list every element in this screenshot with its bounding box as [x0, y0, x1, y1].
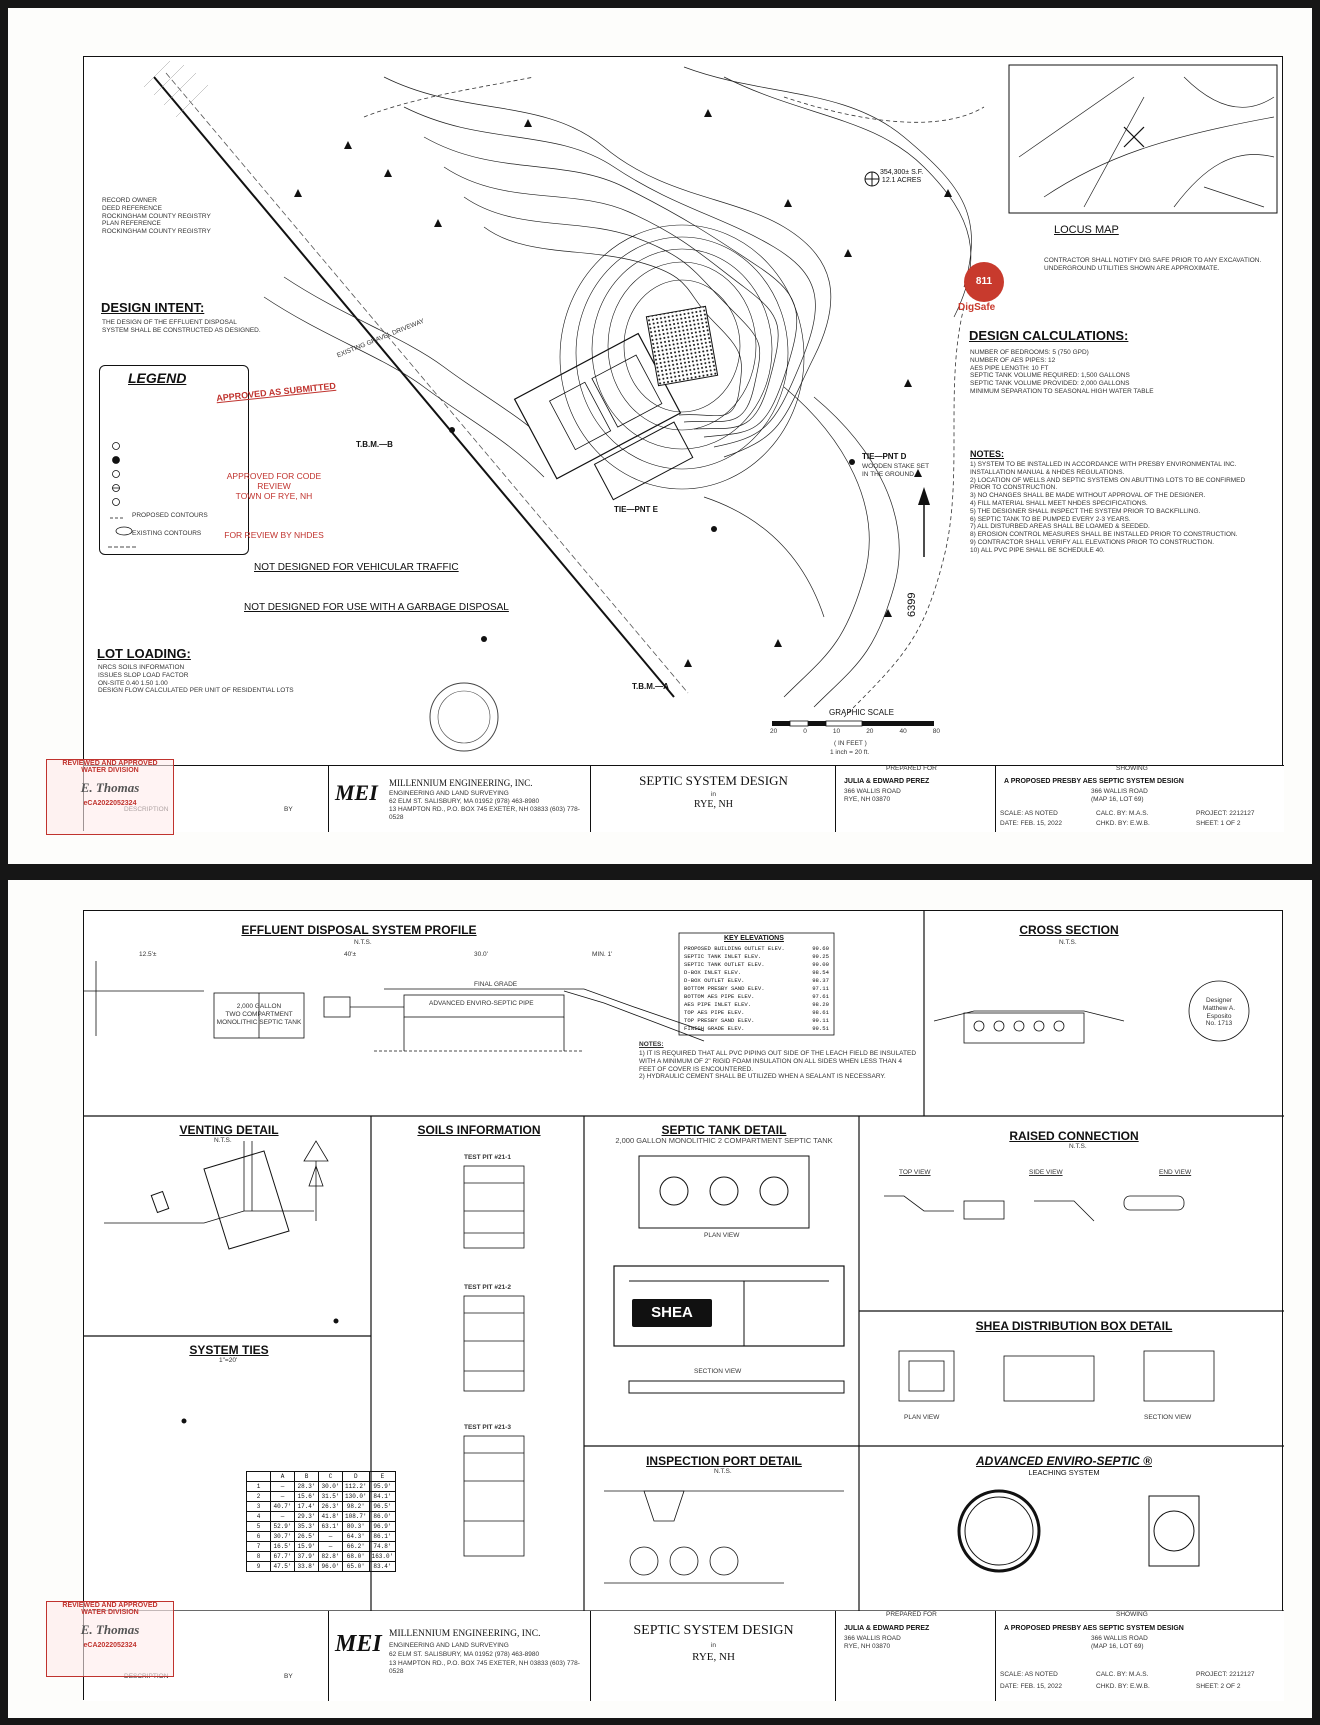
plan-view-label: PLAN VIEW	[704, 1232, 740, 1239]
lot-area-label: 354,300± S.F. 12.1 ACRES	[880, 169, 924, 185]
ties-cell: 130.0'	[343, 1492, 370, 1502]
ties-cell: 98.2'	[343, 1502, 370, 1512]
ties-cell: 26.5'	[295, 1532, 319, 1542]
ties-cell: E	[369, 1472, 396, 1482]
key-elevation-row	[684, 1001, 829, 1009]
ties-cell: 83.4'	[369, 1562, 396, 1572]
lot-loading-text: NRCS SOILS INFORMATION ISSUES SLOP LOAD FACTOR ON-SITE 0.40 1.50 1.00 DESIGN FLOW CALCULATED PER UNIT OF RESIDENTIAL LOTS	[98, 664, 294, 695]
ties-cell: —	[271, 1492, 295, 1502]
project-town-2: RYE, NH	[692, 1651, 735, 1663]
date-text-2: DATE: FEB. 15, 2022	[1000, 1683, 1063, 1690]
key-elevation-value: 98.20	[812, 1001, 829, 1008]
key-elevation-row	[684, 953, 829, 961]
ties-cell: 5	[247, 1522, 271, 1532]
ties-cell: 47.5'	[271, 1562, 295, 1572]
aes-subtitle: LEACHING SYSTEM	[1028, 1468, 1100, 1477]
scale-tick: 0	[803, 728, 807, 735]
ties-cell: 28.3'	[295, 1482, 319, 1492]
project-in: in	[710, 791, 717, 798]
key-elevation-label: D-BOX OUTLET ELEV.	[684, 977, 745, 984]
design-calcs-text: NUMBER OF BEDROOMS: 5 (750 GPD) NUMBER OF AES PIPES: 12 AES PIPE LENGTH: 10 FT SEPTIC TANK VOLUME REQUIRED: 1,500 GALLONS SEPTIC TANK VOLUME PROVIDED: 2,000 GALLONS MINIMUM SEPARATION TO SEASONAL HIGH WATER TABLE	[970, 349, 1154, 395]
system-ties-scale: 1"=20'	[219, 1357, 238, 1364]
key-elevation-row	[684, 969, 829, 977]
scale-text: SCALE: AS NOTED	[1000, 810, 1058, 817]
key-elevation-label: AES PIPE INLET ELEV.	[684, 1001, 752, 1008]
ties-cell: 26.3'	[319, 1502, 343, 1512]
ties-cell: 96.9'	[369, 1522, 396, 1532]
project-no: PROJECT: 2212127	[1196, 810, 1255, 817]
title-block-1	[84, 765, 1284, 832]
cross-section-title: CROSS SECTION	[1019, 923, 1119, 937]
project-in-2: in	[710, 1642, 717, 1649]
ties-cell: —	[319, 1542, 343, 1552]
key-elevation-label: TOP AES PIPE ELEV.	[684, 1009, 745, 1016]
key-elevation-row	[684, 1017, 829, 1025]
key-elevation-label: TOP PRESBY SAND ELEV.	[684, 1017, 755, 1024]
scale-ticks	[770, 728, 940, 736]
firm-block-2	[329, 1611, 591, 1701]
locus-map-title: LOCUS MAP	[1054, 224, 1119, 236]
side-view-label: SIDE VIEW	[1029, 1169, 1063, 1176]
test-pit-3: TEST PIT #21-3	[464, 1424, 511, 1431]
ties-cell: 82.8'	[319, 1552, 343, 1562]
ties-cell: 16.5'	[271, 1542, 295, 1552]
key-elevations-list	[684, 945, 829, 1033]
sheet-1	[8, 8, 1312, 864]
ties-row	[247, 1522, 396, 1532]
ties-cell: A	[271, 1472, 295, 1482]
showing-label: SHOWING	[1116, 765, 1148, 772]
designer-label: Designer	[1205, 997, 1232, 1004]
revision-by: BY	[284, 806, 293, 813]
project-block-2	[591, 1611, 836, 1701]
digsafe-number: 811	[975, 276, 993, 287]
ties-cell: D	[343, 1472, 370, 1482]
key-elevation-row	[684, 945, 829, 953]
key-elevation-value: 98.37	[812, 977, 829, 984]
mei-logo-2: MEI	[335, 1631, 382, 1657]
owner-name-2: JULIA & EDWARD PEREZ	[844, 1625, 930, 1632]
sheet-no-2: SHEET: 2 OF 2	[1196, 1683, 1241, 1690]
section-view-label: SECTION VIEW	[694, 1368, 742, 1375]
inspection-port-title: INSPECTION PORT DETAIL	[646, 1454, 802, 1468]
ties-cell: 64.3'	[343, 1532, 370, 1542]
ties-cell: 30.0'	[319, 1482, 343, 1492]
not-garbage-note: NOT DESIGNED FOR USE WITH A GARBAGE DISPOSAL	[244, 602, 509, 613]
key-elevation-row	[684, 977, 829, 985]
reviewed-stamp-2	[46, 1601, 174, 1677]
ties-row	[247, 1512, 396, 1522]
ties-cell: 74.8'	[369, 1542, 396, 1552]
prepared-for-label: PREPARED FOR	[886, 765, 937, 772]
ties-cell: 68.0'	[343, 1552, 370, 1562]
water-division-text: WATER DIVISION	[81, 767, 139, 774]
record-owner-block: RECORD OWNER DEED REFERENCE ROCKINGHAM COUNTY REGISTRY PLAN REFERENCE ROCKINGHAM COUNTY REGISTRY	[102, 197, 211, 236]
reviewed-text: REVIEWED AND APPROVED	[62, 760, 158, 767]
profile-dim-1: 12.5'±	[139, 951, 157, 958]
key-elevation-value: 99.25	[812, 953, 829, 960]
ties-cell: 8	[247, 1552, 271, 1562]
firm-name-2: MILLENNIUM ENGINEERING, INC.	[389, 1629, 541, 1639]
driveway-label: EXISTING GRAVEL DRIVEWAY	[335, 317, 426, 360]
key-elevation-value: 97.61	[812, 993, 829, 1000]
ties-cell: 52.9'	[271, 1522, 295, 1532]
shea-dbox-title: SHEA DISTRIBUTION BOX DETAIL	[975, 1319, 1173, 1333]
owner-city: RYE, NH 03870	[844, 796, 891, 803]
final-grade-label: FINAL GRADE	[474, 981, 518, 988]
firm-addr-2: 13 HAMPTON RD., P.O. BOX 745 EXETER, NH 03833 (603) 778-0528	[389, 806, 580, 821]
revision-by-2: BY	[284, 1673, 293, 1680]
showing-addr-2: 366 WALLIS ROAD	[1091, 1635, 1148, 1642]
ties-cell: 15.6'	[295, 1492, 319, 1502]
key-elevations-title: KEY ELEVATIONS	[724, 935, 784, 942]
firm-sub: ENGINEERING AND LAND SURVEYING	[389, 790, 509, 797]
key-elevation-row	[684, 961, 829, 969]
key-elevation-label: SEPTIC TANK INLET ELEV.	[684, 953, 762, 960]
system-ties-table	[246, 1471, 396, 1572]
project-block	[591, 766, 836, 832]
scale-ratio: 1 inch = 20 ft.	[830, 749, 870, 756]
reviewed-stamp-1	[46, 759, 174, 835]
town-stamp-text: TOWN OF RYE, NH	[235, 490, 313, 501]
ties-row	[247, 1532, 396, 1542]
ties-cell: 9	[247, 1562, 271, 1572]
aes-title: ADVANCED ENVIRO-SEPTIC ®	[976, 1454, 1152, 1468]
water-division-text-2: WATER DIVISION	[81, 1609, 139, 1616]
scale-tick: 20	[866, 728, 874, 735]
ties-cell: 6	[247, 1532, 271, 1542]
firm-addr-1-2: 62 ELM ST. SALISBURY, MA 01952 (978) 463-8980	[389, 1651, 540, 1658]
showing-addr: 366 WALLIS ROAD	[1091, 788, 1148, 795]
nhdes-review-text: FOR REVIEW BY NHDES	[224, 530, 324, 541]
key-elevation-value: 99.00	[812, 961, 829, 968]
owner-addr: 366 WALLIS ROAD	[844, 788, 901, 795]
ties-cell: 67.7'	[271, 1552, 295, 1562]
dbox-plan-view: PLAN VIEW	[904, 1414, 940, 1421]
ties-cell: 31.5'	[319, 1492, 343, 1502]
graphic-scale-title: GRAPHIC SCALE	[829, 708, 894, 717]
sheet-2-frame	[62, 910, 1283, 1700]
ties-cell: 41.8'	[319, 1512, 343, 1522]
scale-unit: ( IN FEET )	[834, 740, 867, 747]
ties-row	[247, 1562, 396, 1572]
design-intent-text: THE DESIGN OF THE EFFLUENT DISPOSAL SYSTEM SHALL BE CONSTRUCTED AS DESIGNED.	[102, 319, 261, 334]
key-elevation-label: PROPOSED BUILDING OUTLET ELEV.	[684, 945, 785, 952]
ties-cell: 86.0'	[369, 1512, 396, 1522]
showing-map: (MAP 16, LOT 69)	[1091, 796, 1144, 803]
ties-cell: 95.9'	[369, 1482, 396, 1492]
inspection-nts: N.T.S.	[714, 1468, 732, 1475]
mei-logo: MEI	[335, 780, 378, 805]
profile-dim-3: 30.0'	[474, 951, 488, 958]
sheet-2	[8, 880, 1312, 1718]
ties-cell: 63.1'	[319, 1522, 343, 1532]
scale-tick: 40	[899, 728, 907, 735]
project-title: SEPTIC SYSTEM DESIGN	[639, 773, 788, 788]
shea-logo-text: SHEA	[651, 1304, 693, 1321]
ties-cell: 15.9'	[295, 1542, 319, 1552]
profile-pipe-label: ADVANCED ENVIRO-SEPTIC PIPE	[429, 1000, 534, 1007]
code-review-stamp	[219, 472, 329, 541]
firm-name: MILLENNIUM ENGINEERING, INC.	[389, 778, 533, 788]
signature-2: E. Thomas	[80, 1622, 140, 1637]
digsafe-note: CONTRACTOR SHALL NOTIFY DIG SAFE PRIOR TO ANY EXCAVATION. UNDERGROUND UTILITIES SHOWN ARE APPROXIMATE.	[1044, 257, 1262, 272]
designer-name: Matthew A. Esposito	[1202, 1004, 1236, 1020]
approved-stamp: APPROVED AS SUBMITTED	[215, 380, 337, 404]
prepared-for-block-2	[836, 1611, 996, 1701]
tbm-a-label: T.B.M.—A	[632, 682, 669, 691]
septic-tank-subtitle: 2,000 GALLON MONOLITHIC 2 COMPARTMENT SEPTIC TANK	[615, 1136, 833, 1145]
calc-by: CALC. BY: M.A.S.	[1096, 810, 1149, 817]
septic-tank-title: SEPTIC TANK DETAIL	[661, 1123, 787, 1137]
reviewed-text-2: REVIEWED AND APPROVED	[62, 1602, 158, 1609]
ties-cell: 1	[247, 1482, 271, 1492]
ties-cell: 86.1'	[369, 1532, 396, 1542]
ties-cell: C	[319, 1472, 343, 1482]
ties-cell: B	[295, 1472, 319, 1482]
scale-tick: 10	[832, 728, 841, 735]
ties-row	[247, 1492, 396, 1502]
showing-label-2: SHOWING	[1116, 1611, 1148, 1618]
sheet-no: SHEET: 1 OF 2	[1196, 820, 1241, 827]
firm-block	[329, 766, 591, 832]
key-elevation-row	[684, 993, 829, 1001]
ties-cell: —	[271, 1512, 295, 1522]
ties-row	[247, 1542, 396, 1552]
profile-tank-label: 2,000 GALLON TWO COMPARTMENT MONOLITHIC SEPTIC TANK	[216, 1003, 302, 1026]
owner-addr-2: 366 WALLIS ROAD	[844, 1635, 901, 1642]
test-pit-2: TEST PIT #21-2	[464, 1284, 511, 1291]
ties-row	[247, 1482, 396, 1492]
key-elevation-row	[684, 1025, 829, 1033]
key-elevation-value: 99.11	[812, 1017, 829, 1024]
chkd-by: CHKD. BY: E.W.B.	[1096, 820, 1150, 827]
prepared-for-label-2: PREPARED FOR	[886, 1611, 937, 1618]
signature-1: E. Thomas	[80, 780, 140, 795]
key-elevation-label: FINISH GRADE ELEV.	[684, 1025, 745, 1032]
ties-cell: 66.2'	[343, 1542, 370, 1552]
project-no-2: PROJECT: 2212127	[1196, 1671, 1255, 1678]
cross-section-nts: N.T.S.	[1059, 939, 1077, 946]
prepared-for-block	[836, 766, 996, 832]
key-elevation-label: BOTTOM PRESBY SAND ELEV.	[684, 985, 765, 992]
profile-notes-text: 1) IT IS REQUIRED THAT ALL PVC PIPING OUT SIDE OF THE LEACH FIELD BE INSULATED WITH A MINIMUM OF 2" RIGID FOAM INSULATION ON ALL SIDES WHEN LESS THAN 4 FEET OF COVER IS ENCOUNTERED. 2) HYDRAULIC CEMENT SHALL BE UTILIZED WHEN A SEALANT IS NECESSARY.	[639, 1050, 917, 1081]
ties-cell: 96.0'	[319, 1562, 343, 1572]
ties-cell: 37.9'	[295, 1552, 319, 1562]
ties-cell: 4	[247, 1512, 271, 1522]
notes-text: 1) SYSTEM TO BE INSTALLED IN ACCORDANCE WITH PRESBY ENVIRONMENTAL INC. INSTALLATION MANUAL & NHDES REGULATIONS. 2) LOCATION OF WELLS AND SEPTIC SYSTEMS ON ABUTTING LOTS TO BE CONFIRMED PRIOR TO CONSTRUCTION. 3) NO CHANGES SHALL BE MADE WITHOUT APPROVAL OF THE DESIGNER. 4) FILL MATERIAL SHALL MEET NHDES SPECIFICATIONS. 5) THE DESIGNER SHALL INSPECT THE SYSTEM PRIOR TO BACKFILLING. 6) SEPTIC TANK TO BE PUMPED EVERY 2-3 YEARS. 7) ALL DISTURBED AREAS SHALL BE LOAMED & SEEDED. 8) EROSION CONTROL MEASURES SHALL BE INSTALLED PRIOR TO CONSTRUCTION. 9) CONTRACTOR SHALL VERIFY ALL ELEVATIONS PRIOR TO CONSTRUCTION. 10) ALL PVC PIPE SHALL BE SCHEDULE 40.	[970, 461, 1246, 554]
tie-pnt-d-label: TIE—PNT D	[862, 452, 907, 461]
ties-cell: 3	[247, 1502, 271, 1512]
side-label: 6399	[906, 592, 918, 617]
eform-id: eCA2022052324	[83, 800, 137, 807]
profile-nts: N.T.S.	[354, 939, 372, 946]
scale-tick: 20	[770, 728, 778, 735]
key-elevation-value: 98.61	[812, 1009, 829, 1016]
ties-cell: 7	[247, 1542, 271, 1552]
title-block-2	[84, 1611, 1284, 1701]
owner-city-2: RYE, NH 03870	[844, 1643, 891, 1650]
chkd-by-2: CHKD. BY: E.W.B.	[1096, 1683, 1150, 1690]
showing-map-2: (MAP 16, LOT 69)	[1091, 1643, 1144, 1650]
tbm-b-label: T.B.M.—B	[356, 440, 393, 449]
showing-text-2: A PROPOSED PRESBY AES SEPTIC SYSTEM DESIGN	[1004, 1625, 1184, 1632]
ties-cell: —	[271, 1482, 295, 1492]
top-view-label: TOP VIEW	[899, 1169, 931, 1176]
designer-seal	[1193, 997, 1245, 1028]
ties-cell: 108.7'	[343, 1512, 370, 1522]
key-elevation-value: 98.54	[812, 969, 829, 976]
ties-cell: 96.5'	[369, 1502, 396, 1512]
code-review-text: APPROVED FOR CODE REVIEW	[226, 471, 322, 491]
test-pit-1: TEST PIT #21-1	[464, 1154, 511, 1161]
profile-title: EFFLUENT DISPOSAL SYSTEM PROFILE	[241, 923, 477, 937]
key-elevation-label: BOTTOM AES PIPE ELEV.	[684, 993, 755, 1000]
designer-no: No. 1713	[1205, 1020, 1233, 1028]
ties-cell: —	[319, 1532, 343, 1542]
ties-header-row	[247, 1472, 396, 1482]
eform-id-2: eCA2022052324	[83, 1642, 137, 1649]
ties-cell: 84.1'	[369, 1492, 396, 1502]
ties-cell	[247, 1472, 271, 1482]
system-ties-title: SYSTEM TIES	[189, 1343, 269, 1357]
sheet-1-frame	[62, 56, 1283, 831]
key-elevation-value: 99.60	[812, 945, 829, 952]
showing-block	[996, 766, 1284, 832]
raised-connection-nts: N.T.S.	[1069, 1143, 1087, 1150]
firm-sub-2: ENGINEERING AND LAND SURVEYING	[389, 1642, 509, 1649]
tie-pnt-d-desc: WOODEN STAKE SET IN THE GROUND	[862, 463, 929, 478]
key-elevation-row	[684, 1009, 829, 1017]
showing-text: A PROPOSED PRESBY AES SEPTIC SYSTEM DESIGN	[1004, 778, 1184, 785]
owner-name: JULIA & EDWARD PEREZ	[844, 778, 930, 785]
showing-block-2	[996, 1611, 1284, 1701]
end-view-label: END VIEW	[1159, 1169, 1192, 1176]
key-elevation-label: D-BOX INLET ELEV.	[684, 969, 742, 976]
profile-notes-label: NOTES:	[639, 1041, 664, 1048]
dbox-section-view: SECTION VIEW	[1144, 1414, 1192, 1421]
calc-by-2: CALC. BY: M.A.S.	[1096, 1671, 1149, 1678]
key-elevation-value: 99.51	[812, 1025, 829, 1032]
ties-cell: 40.7'	[271, 1502, 295, 1512]
ties-row	[247, 1502, 396, 1512]
ties-cell: 17.4'	[295, 1502, 319, 1512]
firm-addr-2-2: 13 HAMPTON RD., P.O. BOX 745 EXETER, NH 03833 (603) 778-0528	[389, 1660, 580, 1675]
date-text: DATE: FEB. 15, 2022	[1000, 820, 1063, 827]
lot-loading-title: LOT LOADING:	[97, 646, 191, 661]
shea-logo	[632, 1299, 712, 1327]
ties-cell: 80.3'	[343, 1522, 370, 1532]
ties-cell: 35.3'	[295, 1522, 319, 1532]
key-elevation-value: 97.11	[812, 985, 829, 992]
design-calcs-title: DESIGN CALCULATIONS:	[969, 328, 1129, 343]
soils-title: SOILS INFORMATION	[417, 1123, 541, 1137]
digsafe-logo	[964, 262, 1004, 302]
legend-existing-contours: EXISTING CONTOURS	[132, 530, 202, 537]
scale-tick: 80	[932, 728, 940, 735]
ties-cell: 29.3'	[295, 1512, 319, 1522]
tie-pnt-e-label: TIE—PNT E	[614, 505, 659, 514]
digsafe-text: DigSafe	[958, 302, 996, 313]
raised-connection-title: RAISED CONNECTION	[1009, 1129, 1139, 1143]
design-intent-title: DESIGN INTENT:	[101, 300, 205, 315]
scale-text-2: SCALE: AS NOTED	[1000, 1671, 1058, 1678]
key-elevation-label: SEPTIC TANK OUTLET ELEV.	[684, 961, 765, 968]
project-title-2: SEPTIC SYSTEM DESIGN	[633, 1623, 794, 1638]
ties-row	[247, 1552, 396, 1562]
venting-nts: N.T.S.	[214, 1137, 232, 1144]
ties-cell: 112.2'	[343, 1482, 370, 1492]
ties-cell: 2	[247, 1492, 271, 1502]
key-elevation-row	[684, 985, 829, 993]
not-vehicular-note: NOT DESIGNED FOR VEHICULAR TRAFFIC	[254, 562, 459, 573]
profile-dim-4: MIN. 1'	[592, 951, 613, 958]
project-town: RYE, NH	[694, 799, 733, 810]
firm-addr-1: 62 ELM ST. SALISBURY, MA 01952 (978) 463-8980	[389, 798, 540, 805]
ties-cell: 30.7'	[271, 1532, 295, 1542]
notes-title: NOTES:	[970, 449, 1005, 459]
legend-proposed-contours: PROPOSED CONTOURS	[132, 512, 208, 519]
ties-cell: 33.8'	[295, 1562, 319, 1572]
ties-cell: 65.0'	[343, 1562, 370, 1572]
profile-dim-2: 40'±	[344, 951, 357, 958]
ties-cell: 163.0'	[369, 1552, 396, 1562]
venting-title: VENTING DETAIL	[179, 1123, 279, 1137]
legend-title: LEGEND	[128, 370, 187, 386]
